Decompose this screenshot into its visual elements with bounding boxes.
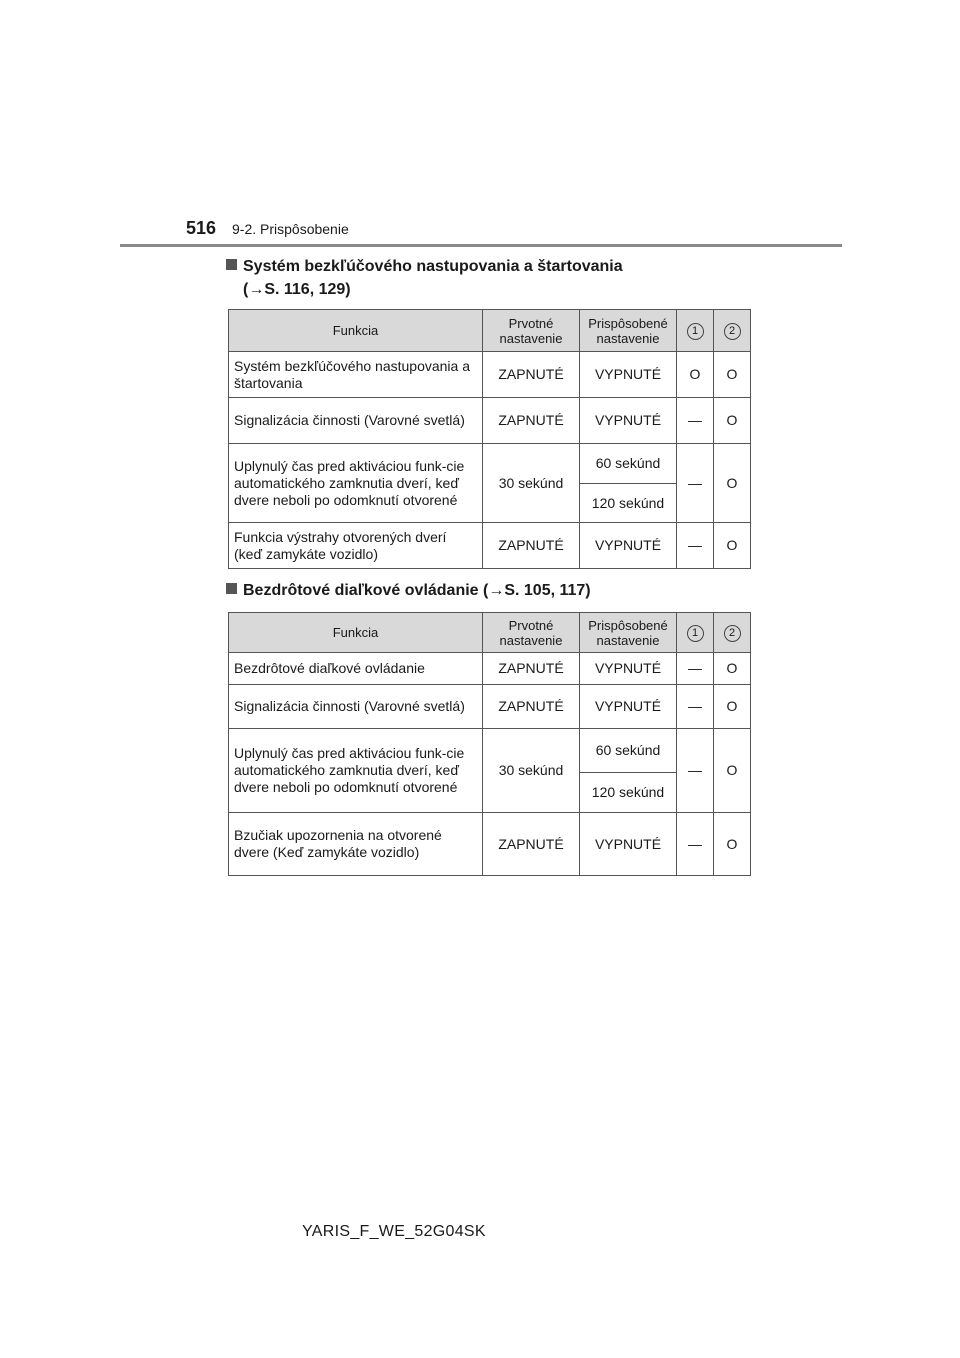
function-cell: Bzučiak upozornenia na otvorené dvere (Keď zamykáte vozidlo) xyxy=(229,813,483,876)
column-header-custom: Prispôsobené nastavenie xyxy=(580,613,677,653)
mode1-cell: O xyxy=(677,352,714,398)
section-heading xyxy=(226,579,591,602)
function-cell: Signalizácia činnosti (Varovné svetlá) xyxy=(229,685,483,729)
mode2-cell: O xyxy=(714,813,751,876)
column-header-function: Funkcia xyxy=(229,310,483,352)
column-header-default: Prvotné nastavenie xyxy=(483,310,580,352)
mode2-cell: O xyxy=(714,523,751,569)
custom-cell: 120 sekúnd xyxy=(580,773,677,813)
document-code: YARIS_F_WE_52G04SK xyxy=(302,1223,486,1240)
function-cell: Uplynulý čas pred aktiváciou funk-cie automatického zamknutia dverí, keď dvere neboli po odomknutí otvorené xyxy=(229,729,483,813)
function-cell: Bezdrôtové diaľkové ovládanie xyxy=(229,653,483,685)
default-cell: 30 sekúnd xyxy=(483,729,580,813)
default-cell: ZAPNUTÉ xyxy=(483,813,580,876)
section-title: Systém bezkľúčového nastupovania a štartovania xyxy=(243,258,623,275)
function-cell: Systém bezkľúčového nastupovania a štartovania xyxy=(229,352,483,398)
mode2-cell: O xyxy=(714,398,751,444)
mode1-cell: — xyxy=(677,685,714,729)
table-header-row xyxy=(229,613,751,653)
mode1-cell: — xyxy=(677,523,714,569)
default-cell: ZAPNUTÉ xyxy=(483,653,580,685)
custom-cell: 60 sekúnd xyxy=(580,729,677,773)
custom-cell: 60 sekúnd xyxy=(580,444,677,484)
column-header-custom: Prispôsobené nastavenie xyxy=(580,310,677,352)
section-label: 9-2. Prispôsobenie xyxy=(232,221,349,237)
mode2-cell: O xyxy=(714,444,751,523)
table-row xyxy=(229,685,751,729)
table-row xyxy=(229,398,751,444)
column-header-function: Funkcia xyxy=(229,613,483,653)
mode1-cell: — xyxy=(677,729,714,813)
section-title: Bezdrôtové diaľkové ovládanie (→S. 105, 117) xyxy=(243,582,591,599)
custom-cell: VYPNUTÉ xyxy=(580,813,677,876)
mode2-cell: O xyxy=(714,352,751,398)
table-row xyxy=(229,352,751,398)
section-reference: (→S. 116, 129) xyxy=(243,281,351,298)
mode1-cell: — xyxy=(677,444,714,523)
custom-cell: 120 sekúnd xyxy=(580,484,677,523)
table-row xyxy=(229,523,751,569)
function-cell: Signalizácia činnosti (Varovné svetlá) xyxy=(229,398,483,444)
circled-number-1-icon: 1 xyxy=(687,323,704,340)
custom-cell: VYPNUTÉ xyxy=(580,653,677,685)
table-row xyxy=(229,653,751,685)
mode2-cell: O xyxy=(714,685,751,729)
mode2-cell: O xyxy=(714,653,751,685)
table-row xyxy=(229,444,751,484)
column-header-mode2 xyxy=(714,613,751,653)
column-header-mode1 xyxy=(677,310,714,352)
default-cell: 30 sekúnd xyxy=(483,444,580,523)
custom-cell: VYPNUTÉ xyxy=(580,685,677,729)
custom-cell: VYPNUTÉ xyxy=(580,352,677,398)
column-header-mode1 xyxy=(677,613,714,653)
default-cell: ZAPNUTÉ xyxy=(483,398,580,444)
mode1-cell: — xyxy=(677,813,714,876)
page-number: 516 xyxy=(186,218,217,238)
column-header-default: Prvotné nastavenie xyxy=(483,613,580,653)
mode1-cell: — xyxy=(677,398,714,444)
settings-table xyxy=(228,309,751,569)
table-header-row xyxy=(229,310,751,352)
circled-number-2-icon: 2 xyxy=(724,625,741,642)
custom-cell: VYPNUTÉ xyxy=(580,398,677,444)
function-cell: Uplynulý čas pred aktiváciou funk-cie automatického zamknutia dverí, keď dvere neboli po odomknutí otvorené xyxy=(229,444,483,523)
circled-number-2-icon: 2 xyxy=(724,323,741,340)
table-row xyxy=(229,729,751,773)
section-heading xyxy=(226,255,623,301)
square-bullet-icon xyxy=(226,259,237,270)
function-cell: Funkcia výstrahy otvorených dverí (keď zamykáte vozidlo) xyxy=(229,523,483,569)
default-cell: ZAPNUTÉ xyxy=(483,523,580,569)
table-row xyxy=(229,813,751,876)
settings-table xyxy=(228,612,751,876)
header-rule xyxy=(120,244,842,247)
circled-number-1-icon: 1 xyxy=(687,625,704,642)
default-cell: ZAPNUTÉ xyxy=(483,352,580,398)
mode2-cell: O xyxy=(714,729,751,813)
default-cell: ZAPNUTÉ xyxy=(483,685,580,729)
column-header-mode2 xyxy=(714,310,751,352)
mode1-cell: — xyxy=(677,653,714,685)
square-bullet-icon xyxy=(226,583,237,594)
custom-cell: VYPNUTÉ xyxy=(580,523,677,569)
